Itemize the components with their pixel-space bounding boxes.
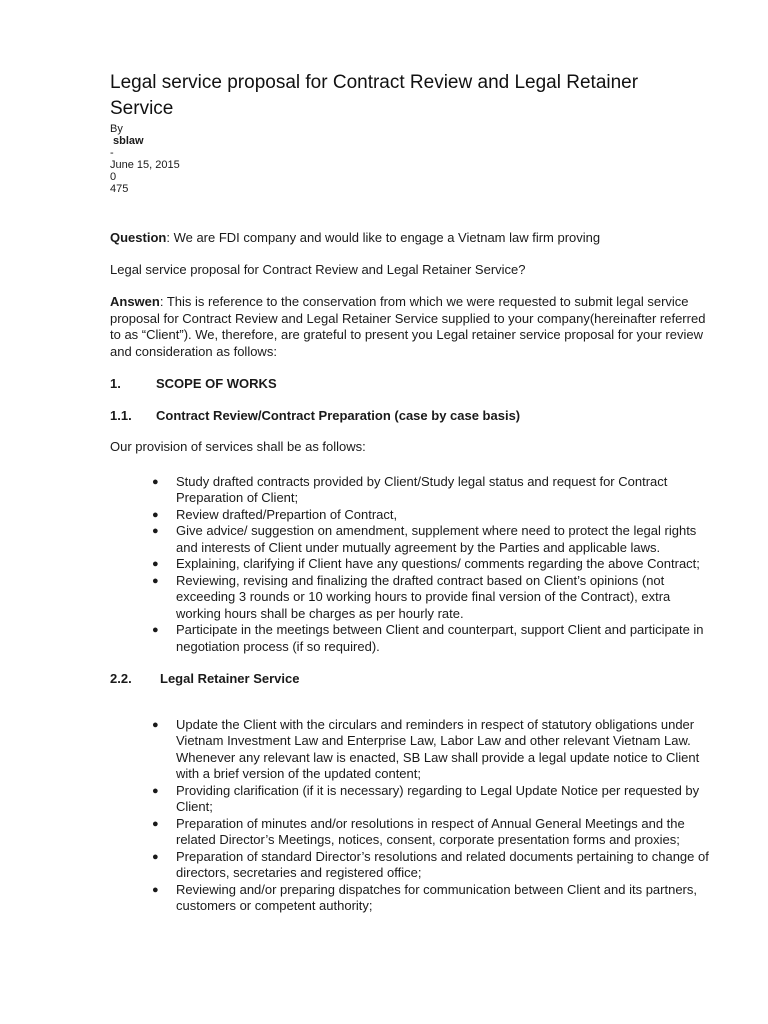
answer-paragraph [110,294,716,360]
list-item: ● Reviewing, revising and finalizing the drafted contract based on Client’s opinions (not exceeding 3 rounds or 10 working hours to provide final version of the Contract), extra working hours shall be charges as per hourly rate. [152,572,671,621]
comment-count[interactable]: 0 [110,171,117,183]
meta-separator: - [110,147,114,159]
document-body [110,230,716,931]
bullet-icon: ● [152,624,159,636]
bullet-icon: ● [152,508,159,521]
list-item: ● Review drafted/Prepartion of Contract, [152,506,398,522]
bullet-icon: ● [152,475,159,488]
bullet-icon: ● [152,718,159,731]
retainer-service-list [110,717,716,915]
subsection-title: Contract Review/Contract Preparation (case by case basis) [156,407,521,423]
author-link[interactable]: sblaw [113,135,144,147]
subsection-heading-contract-review [110,408,716,425]
bullet-icon: ● [152,817,159,830]
list-item: ● Update the Client with the circulars and reminders in respect of statutory obligations under Vietnam Investment Law and Enterprise Law, Labor Law and other relevant Vietnam Law. Whenever any relevant law is enacted, SB Law shall provide a legal update notice to Client with a brief version of the updated content; [152,716,700,781]
by-label: By [110,123,123,135]
answer-text: : This is reference to the conservation from which we were requested to submit legal service proposal for Contract Review and Legal Retainer Service supplied to your company(hereinafter referred to as “Client”). We, therefore, are grateful to present you Legal retainer service proposal for your review and consideration as follows: [110,294,706,359]
post-date: June 15, 2015 [110,159,180,171]
question-label: Question [110,230,167,245]
bullet-icon: ● [152,525,159,537]
subsection-number: 1.1. [110,407,132,423]
bullet-icon: ● [152,574,159,587]
document-title: Legal service proposal for Contract Review and Legal Retainer Service [110,72,639,119]
view-count: 475 [110,183,129,195]
post-meta [110,123,180,195]
list-item: ● Preparation of standard Director’s resolutions and related documents pertaining to change of directors, secretaries and registered office; [152,848,709,880]
list-item: ● Give advice/ suggestion on amendment, supplement where need to protect the legal rights and interests of Client under mutually agreement by the Parties and applicable laws. [152,523,697,555]
list-item: ● Providing clarification (if it is necessary) regarding to Legal Update Notice per requested by Client; [152,782,700,814]
bullet-icon: ● [152,883,159,896]
list-item: ● Preparation of minutes and/or resolutions in respect of Annual General Meetings and the related Director’s Meetings, notices, consent, corporate presentation forms and proxies; [152,815,685,847]
list-item: ● Explaining, clarifying if Client have any questions/ comments regarding the above Contract; [152,556,700,571]
list-item: ● Participate in the meetings between Client and counterpart, support Client and participate in negotiation process (if so required). [152,622,704,654]
subsection-heading-retainer [110,671,716,688]
section-title: SCOPE OF WORKS [156,376,277,391]
services-intro: Our provision of services shall be as follows: [110,439,366,454]
subsection-title: Legal Retainer Service [160,671,300,686]
list-item: ● Study drafted contracts provided by Client/Study legal status and request for Contract Preparation of Client; [152,473,668,505]
question-text: : We are FDI company and would like to engage a Vietnam law firm proving [166,230,601,245]
bullet-icon: ● [152,558,159,570]
contract-review-list [110,474,716,656]
bullet-icon: ● [152,784,159,797]
bullet-icon: ● [152,850,159,863]
section-number: 1. [110,376,121,391]
section-heading-scope [110,376,716,393]
answer-label: Answen [110,294,160,309]
question-continuation: Legal service proposal for Contract Review and Legal Retainer Service? [110,261,526,277]
question-paragraph [110,230,716,247]
subsection-number: 2.2. [110,671,132,686]
list-item: ● Reviewing and/or preparing dispatches for communication between Client and its partners, customers or competent authority; [152,881,698,913]
